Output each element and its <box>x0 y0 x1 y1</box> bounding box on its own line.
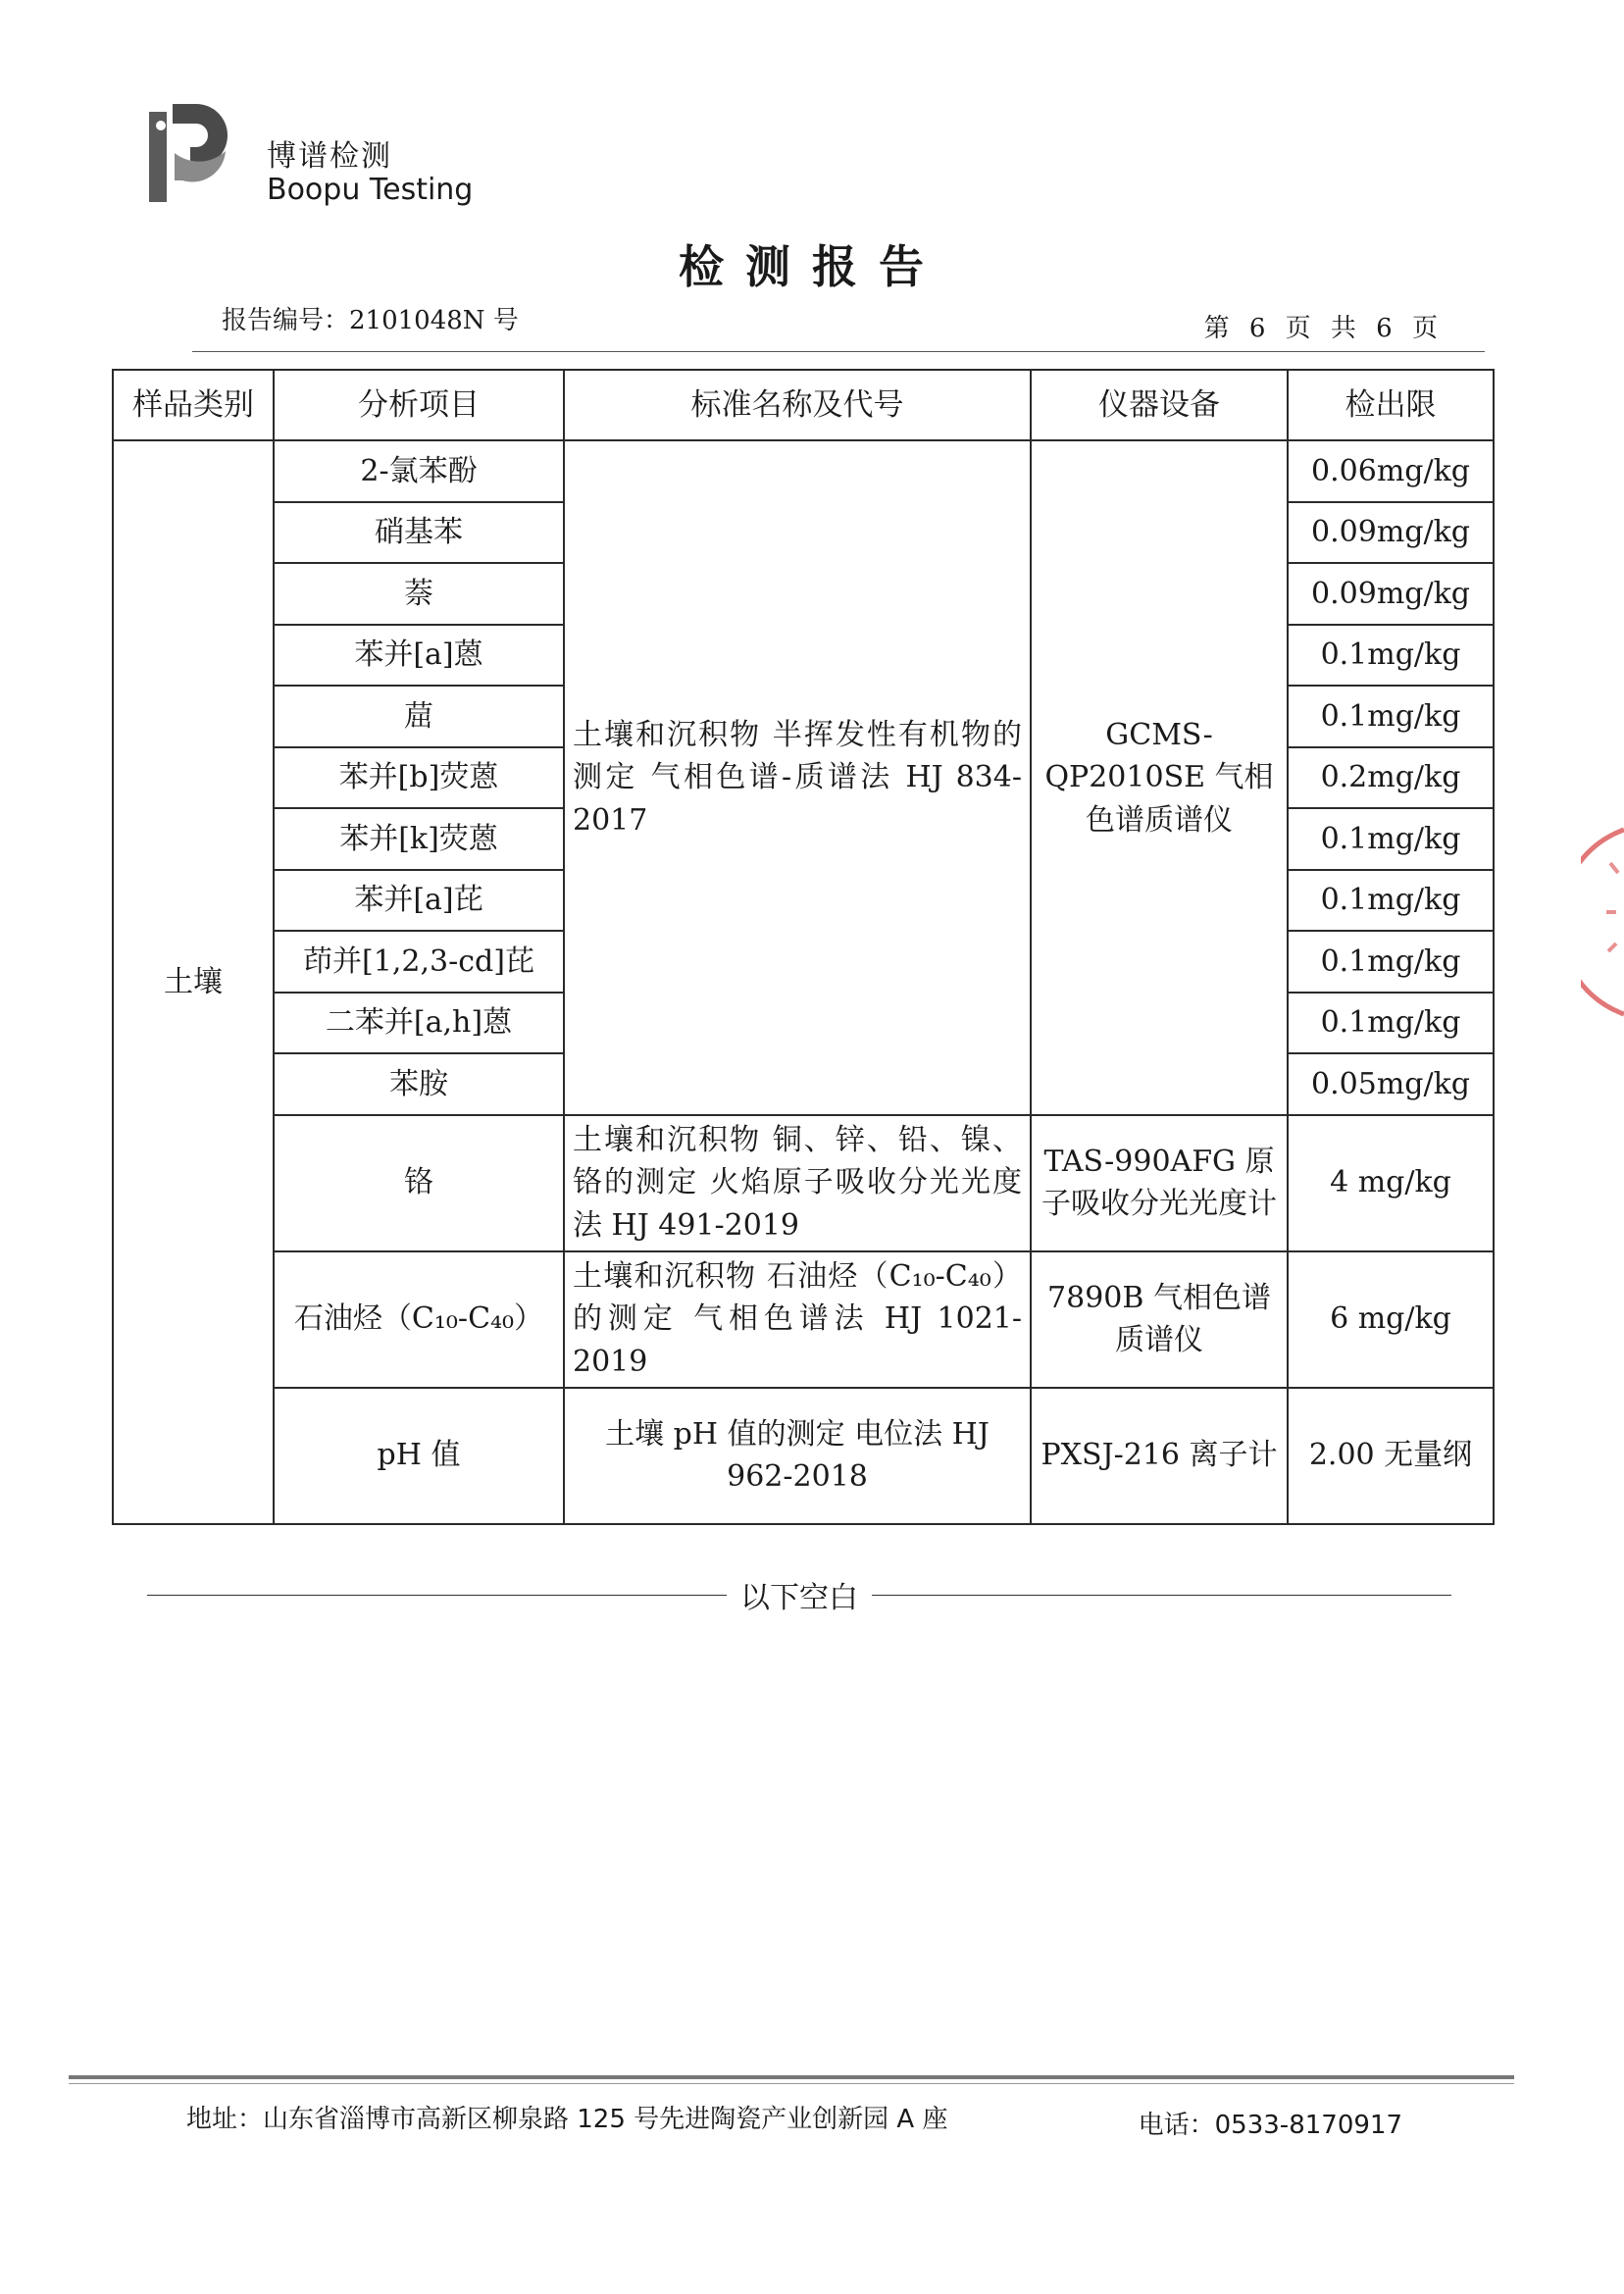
detection-limit: 0.1mg/kg <box>1288 870 1494 932</box>
standard-name: 土壤和沉积物 铜、锌、铅、镍、铬的测定 火焰原子吸收分光光度法 HJ 491-2019 <box>564 1115 1031 1251</box>
footer-phone: 电话：0533-8170917 <box>1138 2111 1402 2140</box>
brand-name-cn: 博谱检测 <box>267 139 392 174</box>
standard-name: 土壤和沉积物 半挥发性有机物的测定 气相色谱-质谱法 HJ 834-2017 <box>564 440 1031 1115</box>
detection-limit: 0.1mg/kg <box>1288 931 1494 993</box>
detection-limit: 0.1mg/kg <box>1288 808 1494 870</box>
results-table <box>112 369 1495 1525</box>
detection-limit: 0.06mg/kg <box>1288 440 1494 502</box>
detection-limit: 6 mg/kg <box>1288 1251 1494 1388</box>
standard-name: 土壤和沉积物 石油烃（C₁₀-C₄₀）的测定 气相色谱法 HJ 1021-2019 <box>564 1251 1031 1388</box>
brand-name-en: Boopu Testing <box>267 173 474 207</box>
instrument-name: PXSJ-216 离子计 <box>1031 1388 1288 1524</box>
detection-limit: 0.1mg/kg <box>1288 993 1494 1054</box>
detection-limit: 0.09mg/kg <box>1288 502 1494 564</box>
table-header-row <box>113 370 1494 440</box>
item-name: 硝基苯 <box>274 502 564 564</box>
page-info: 第 6 页 共 6 页 <box>1203 314 1444 343</box>
item-name: 苯并[k]荧蒽 <box>274 808 564 870</box>
header-category: 样品类别 <box>113 370 274 440</box>
item-name: 苯并[a]蒽 <box>274 625 564 687</box>
table-row <box>113 1388 1494 1524</box>
item-name: 苯并[b]荧蒽 <box>274 747 564 809</box>
header-divider <box>192 351 1485 352</box>
header-item: 分析项目 <box>274 370 564 440</box>
table-row <box>113 1115 1494 1251</box>
detection-limit: 0.05mg/kg <box>1288 1053 1494 1115</box>
detection-limit: 4 mg/kg <box>1288 1115 1494 1251</box>
instrument-name: TAS-990AFG 原子吸收分光光度计 <box>1031 1115 1288 1251</box>
item-name: 茚并[1,2,3-cd]芘 <box>274 931 564 993</box>
detection-limit: 2.00 无量纲 <box>1288 1388 1494 1524</box>
detection-limit: 0.2mg/kg <box>1288 747 1494 809</box>
header-limit: 检出限 <box>1288 370 1494 440</box>
footer-divider-thin <box>69 2083 1514 2084</box>
item-name: 苯并[a]芘 <box>274 870 564 932</box>
footer-address: 地址：山东省淄博市高新区柳泉路 125 号先进陶瓷产业创新园 A 座 <box>186 2105 948 2134</box>
table-row <box>113 1251 1494 1388</box>
item-name: 苯胺 <box>274 1053 564 1115</box>
item-name: 2-氯苯酚 <box>274 440 564 502</box>
item-name: pH 值 <box>274 1388 564 1524</box>
item-name: 䓛 <box>274 686 564 747</box>
instrument-name: 7890B 气相色谱质谱仪 <box>1031 1251 1288 1388</box>
report-number: 报告编号：2101048N 号 <box>222 306 519 335</box>
standard-name: 土壤 pH 值的测定 电位法 HJ 962-2018 <box>564 1388 1031 1524</box>
sample-category: 土壤 <box>113 440 274 1524</box>
instrument-name: GCMS-QP2010SE 气相色谱质谱仪 <box>1031 440 1288 1115</box>
blank-note-text: 以下空白 <box>727 1581 872 1615</box>
seal-stamp-icon <box>1581 824 1624 1020</box>
detection-limit: 0.1mg/kg <box>1288 686 1494 747</box>
table-row <box>113 440 1494 502</box>
header-standard: 标准名称及代号 <box>564 370 1031 440</box>
detection-limit: 0.1mg/kg <box>1288 625 1494 687</box>
boopu-logo-icon <box>145 98 233 208</box>
blank-note <box>147 1573 1451 1616</box>
item-name: 石油烃（C₁₀-C₄₀） <box>274 1251 564 1388</box>
detection-limit: 0.09mg/kg <box>1288 563 1494 625</box>
header-instrument: 仪器设备 <box>1031 370 1288 440</box>
page-title: 检测报告 <box>679 240 945 293</box>
item-name: 萘 <box>274 563 564 625</box>
item-name: 铬 <box>274 1115 564 1251</box>
footer-divider <box>69 2075 1514 2079</box>
item-name: 二苯并[a,h]蒽 <box>274 993 564 1054</box>
